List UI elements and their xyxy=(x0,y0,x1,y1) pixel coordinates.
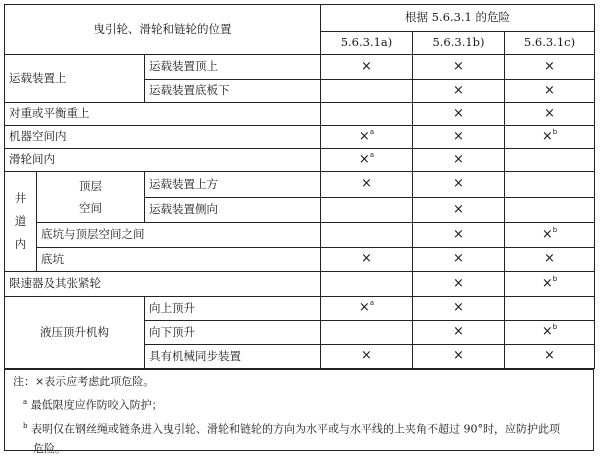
row-sub-hyd-up: 向上顶升 xyxy=(145,297,321,321)
mark-cell: × xyxy=(413,126,505,149)
mark-cell: ×$^b$ xyxy=(505,272,595,297)
row-label-governor: 限速器及其张紧轮 xyxy=(5,272,321,297)
note-b-cont: 危险。 xyxy=(33,442,66,456)
mark-cell: × xyxy=(413,223,505,248)
hazard-table xyxy=(4,4,595,369)
mark-cell: × xyxy=(413,172,505,198)
mark-cell: × xyxy=(505,248,595,272)
row-label-machine-room: 机器空间内 xyxy=(5,126,321,149)
hazard-header: 根据 5.6.3.1 的危险 xyxy=(321,5,595,32)
table-row xyxy=(5,297,595,321)
row-sub-beside-car: 运载装置侧向 xyxy=(145,198,321,223)
mark-cell: × xyxy=(321,172,413,198)
empty-cell xyxy=(321,80,413,103)
row-sub-above-car: 运载装置上方 xyxy=(145,172,321,198)
empty-cell xyxy=(505,172,595,198)
empty-cell xyxy=(505,297,595,321)
empty-cell xyxy=(321,103,413,126)
mark-cell: × xyxy=(505,345,595,369)
mark-cell: ×$^a$ xyxy=(321,126,413,149)
table-row xyxy=(5,55,595,80)
col-header-a: 5.6.3.1a) xyxy=(321,32,413,55)
row-sub-hyd-sync: 具有机械同步装置 xyxy=(145,345,321,369)
mark-cell: × xyxy=(321,55,413,80)
mark-cell: × xyxy=(413,297,505,321)
empty-cell xyxy=(321,198,413,223)
mark-cell: × xyxy=(413,149,505,172)
row-label-well: 井 道 内 xyxy=(5,172,37,272)
empty-cell xyxy=(505,198,595,223)
mark-cell: × xyxy=(505,80,595,103)
row-label-headroom: 顶层 空间 xyxy=(37,172,145,223)
row-sub-hyd-down: 向下顶升 xyxy=(145,321,321,345)
mark-cell: × xyxy=(413,272,505,297)
mark-cell: × xyxy=(413,248,505,272)
table-row xyxy=(5,126,595,149)
row-label-car: 运载装置上 xyxy=(5,55,145,103)
header-row xyxy=(5,5,595,32)
mark-cell: × xyxy=(413,345,505,369)
mark-cell: × xyxy=(321,345,413,369)
mark-cell: × xyxy=(413,80,505,103)
row-sub-car-under: 运载装置底板下 xyxy=(145,80,321,103)
position-header: 曳引轮、滑轮和链轮的位置 xyxy=(5,5,321,55)
table-row xyxy=(5,272,595,297)
empty-cell xyxy=(321,272,413,297)
table-row xyxy=(5,103,595,126)
mark-cell: ×$^a$ xyxy=(321,297,413,321)
table-row xyxy=(5,149,595,172)
note-b: $^b$ 表明仅在钢丝绳或链条进入曳引轮、滑轮和链轮的方向为水平或与水平线的上夹角不超过 90°时，应防护此项 xyxy=(23,421,560,436)
mark-cell: ×$^b$ xyxy=(505,321,595,345)
note-main: 注：×表示应考虑此项危险。 xyxy=(13,375,155,388)
empty-cell xyxy=(321,223,413,248)
mark-cell: ×$^b$ xyxy=(505,126,595,149)
table-row xyxy=(5,248,595,272)
row-sub-car-top: 运载装置顶上 xyxy=(145,55,321,80)
mark-cell: ×$^a$ xyxy=(321,149,413,172)
mark-cell: × xyxy=(505,55,595,80)
row-label-pit: 底坑 xyxy=(37,248,321,272)
table-row xyxy=(5,172,595,198)
row-label-hydraulic: 液压顶升机构 xyxy=(5,297,145,369)
row-label-between: 底坑与顶层空间之间 xyxy=(37,223,321,248)
row-label-counterweight: 对重或平衡重上 xyxy=(5,103,321,126)
table-notes xyxy=(4,369,594,456)
mark-cell: ×$^b$ xyxy=(505,223,595,248)
mark-cell: × xyxy=(413,321,505,345)
mark-cell: × xyxy=(413,103,505,126)
mark-cell: × xyxy=(321,248,413,272)
table-row xyxy=(5,223,595,248)
empty-cell xyxy=(321,321,413,345)
col-header-b: 5.6.3.1b) xyxy=(413,32,505,55)
mark-cell: × xyxy=(413,55,505,80)
row-label-pulley-room: 滑轮间内 xyxy=(5,149,321,172)
col-header-c: 5.6.3.1c) xyxy=(505,32,595,55)
empty-cell xyxy=(505,149,595,172)
note-a: $^a$ 最低限度应作防咬入防护； xyxy=(23,398,163,412)
mark-cell: × xyxy=(505,103,595,126)
mark-cell: × xyxy=(413,198,505,223)
